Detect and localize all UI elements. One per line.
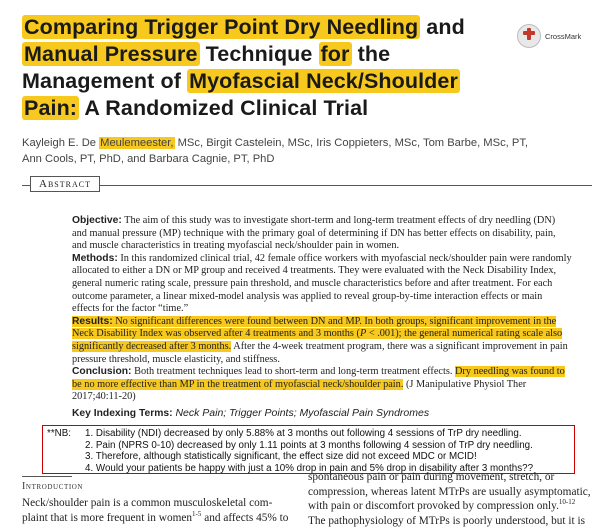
- key-indexing-terms: Key Indexing Terms: Neck Pain; Trigger Points; Myofascial Pain Syndromes: [72, 407, 572, 421]
- nb-item: 4. Would your patients be happy with just a 10% drop in pain and 5% drop in disability after 3 months??: [85, 463, 533, 475]
- crossmark-icon: [517, 24, 541, 48]
- title-line-3: Management of Myofascial Neck/Shoulder: [22, 68, 512, 95]
- body-line: The pathophysiology of MTrPs is poorly understood, but it is: [308, 514, 598, 528]
- nb-item: 2. Pain (NPRS 0-10) decreased by only 1.11 points at 3 months following 4 session of TrP dry needling.: [85, 440, 533, 452]
- nb-list: [85, 428, 533, 475]
- body-line: with pain or discomfort provoked by compression only.$^{10-12}$: [308, 499, 598, 514]
- author-list: [22, 135, 582, 167]
- conclusion-highlight: Dry needling was found to be no more effective than MP in the treatment of myofascial neck/shoulder pain.: [72, 366, 565, 390]
- title-highlight: Manual Pressure: [22, 42, 200, 66]
- results-highlight: Results: No significant differences were found between DN and MP. In both groups, significant improvement in the Neck Disability Index was observed after 4 treatments and 3 months (P < .001); the general numerical rating scale also significantly decreased after 3 months.: [72, 316, 562, 352]
- nb-item: 3. Therefore, although statistically significant, the effect size did not exceed MDC or MCID!: [85, 451, 533, 463]
- abstract-objective: Objective: The aim of this study was to investigate short-term and long-term treatment effects of dry needling (DN) and manual pressure (MP) technique with the primary goal of determining if DN has better effects on disability, pain, and muscle characteristics in treating myofascial neck/shoulder pain in women.: [72, 215, 572, 253]
- body-column-right: [308, 470, 598, 528]
- abstract-results: Results: No significant differences were found between DN and MP. In both groups, significant improvement in the Neck Disability Index was observed after 4 treatments and 3 months (P < .001); the general numerical rating scale also significantly decreased after 3 months. After the 4-week treatment program, there was a significant improvement in pain pressure threshold, muscle elasticity, and stiffness.: [72, 316, 572, 366]
- nb-annotation-box: [42, 425, 575, 474]
- title-highlight: Myofascial Neck/Shoulder: [187, 69, 460, 93]
- body-column-left: [22, 496, 294, 525]
- abstract-rule: [22, 185, 592, 186]
- abstract-body: [72, 215, 572, 421]
- crossmark-badge[interactable]: [517, 24, 581, 48]
- abstract-conclusion: Conclusion: Both treatment techniques lead to short-term and long-term treatment effects. Dry needling was found to be no more effective than MP in the treatment of myofascial neck/shoulder pain. (J Manipulative Physiol Ther 2017;40:11-20): [72, 366, 572, 404]
- nb-item: 1. Disability (NDI) decreased by only 5.88% at 3 months out following 4 sessions of TrP dry needling.: [85, 428, 533, 440]
- crossmark-label: CrossMark: [545, 32, 581, 41]
- title-highlight: for: [319, 42, 352, 66]
- author-line-1: Kayleigh E. De Meulemeester, MSc, Birgit Castelein, MSc, Iris Coppieters, MSc, Tom Barbe, MSc, PT,: [22, 135, 582, 151]
- title-line-1: Comparing Trigger Point Dry Needling and: [22, 14, 512, 41]
- abstract-label: Abstract: [30, 176, 100, 192]
- body-line: Neck/shoulder pain is a common musculoskeletal com-: [22, 496, 294, 511]
- author-line-2: Ann Cools, PT, PhD, and Barbara Cagnie, PT, PhD: [22, 151, 582, 167]
- nb-tag: **NB:: [47, 428, 71, 440]
- highlighted-author: Meulemeester,: [99, 137, 174, 149]
- abstract-header: [22, 176, 592, 194]
- article-title: [22, 14, 512, 122]
- title-highlight: Pain:: [22, 96, 79, 120]
- body-line: plaint that is more frequent in women$^{1-5}$ and affects 45% to: [22, 511, 294, 526]
- title-highlight: Comparing Trigger Point Dry Needling: [22, 15, 420, 39]
- abstract-methods: Methods: In this randomized clinical trial, 42 female office workers with myofascial neck/shoulder pain were randomly allocated to either a DN or MP group and received 4 treatments. They were evaluated with the Neck Disability Index, general numeric rating scale, pressure pain threshold, and muscle characteristics before and after treatment. For each outcome parameter, a linear mixed-model analysis was applied to reveal group-by-time interaction effects or main effects for the factor “time.”: [72, 253, 572, 316]
- body-line: spontaneous pain or pain during movement, stretch, or: [308, 470, 598, 485]
- title-line-2: Manual Pressure Technique for the: [22, 41, 512, 68]
- body-line: compression, whereas latent MTrPs are usually asymptomatic,: [308, 485, 598, 500]
- introduction-heading: Introduction: [22, 481, 83, 492]
- title-line-4: Pain: A Randomized Clinical Trial: [22, 95, 512, 122]
